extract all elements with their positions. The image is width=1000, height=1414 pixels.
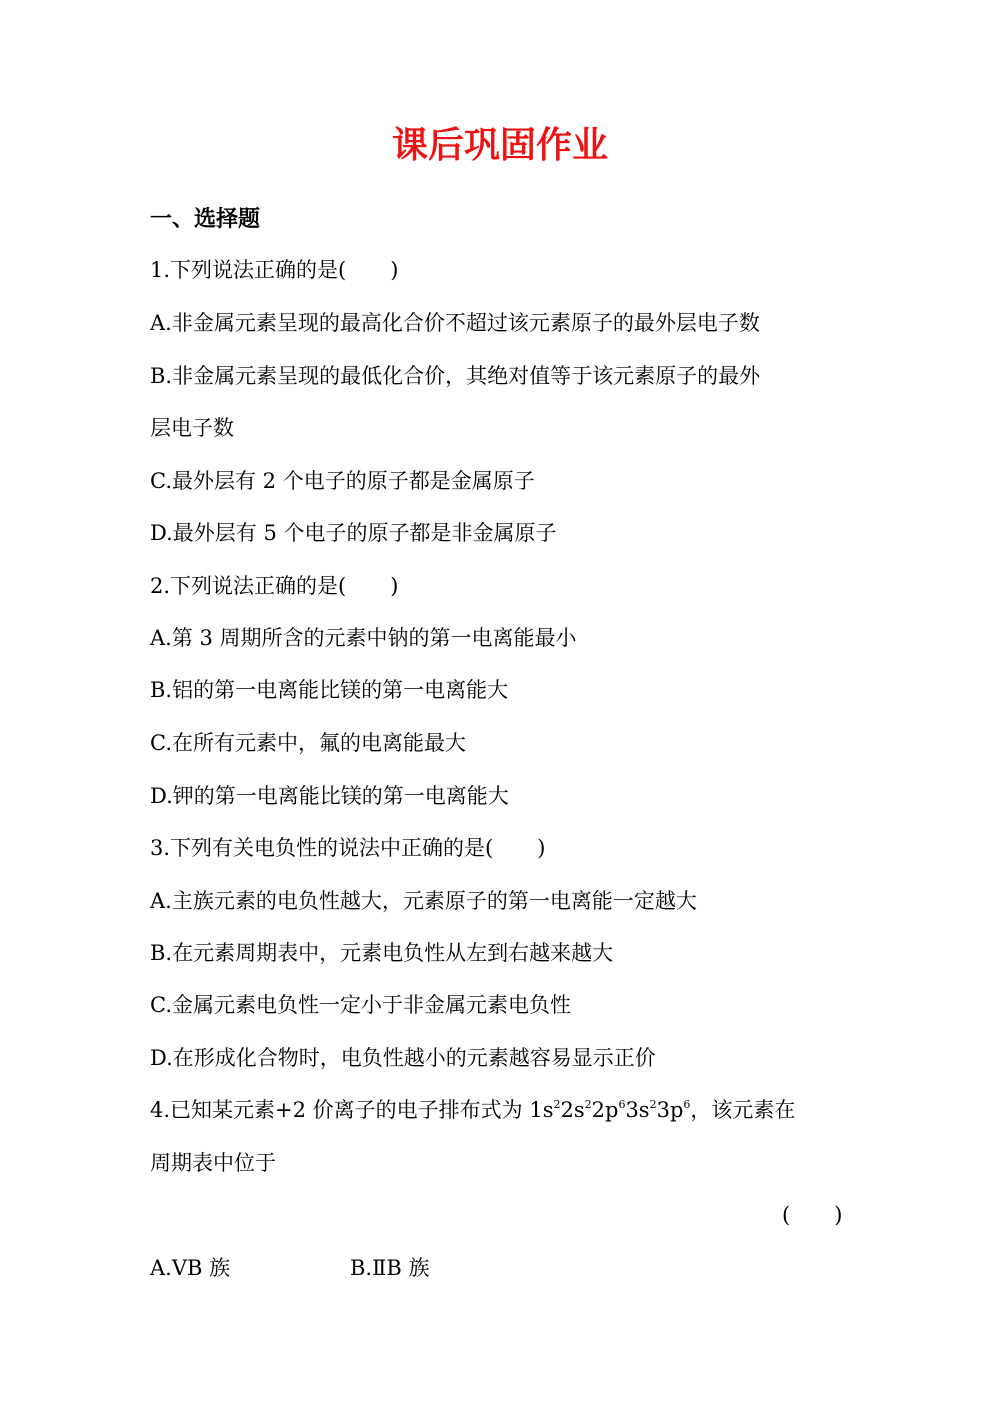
- q4-option-b: B.ⅡB 族: [350, 1256, 430, 1280]
- q2-option-c: C.在所有元素中，氟的电离能最大: [150, 731, 466, 755]
- question-4-stem-continued: 周期表中位于: [150, 1151, 276, 1175]
- section-heading: 一、选择题: [150, 207, 261, 232]
- q1-option-d: D.最外层有 5 个电子的原子都是非金属原子: [150, 521, 557, 545]
- question-3-stem: 3.下列有关电负性的说法中正确的是( ): [150, 836, 546, 860]
- q3-option-d: D.在形成化合物时，电负性越小的元素越容易显示正价: [150, 1046, 656, 1070]
- electron-configuration: $1s^22s^22p^63s^23p^6$: [529, 1098, 691, 1122]
- question-1-stem: 1.下列说法正确的是( ): [150, 258, 399, 282]
- q1-option-b-continued: 层电子数: [150, 416, 234, 440]
- q2-option-a: A.第 3 周期所含的元素中钠的第一电离能最小: [150, 626, 577, 650]
- q3-option-a: A.主族元素的电负性越大，元素原子的第一电离能一定越大: [150, 889, 697, 913]
- question-4-answer-paren: ( ): [782, 1203, 843, 1227]
- q4-options-row: [150, 1248, 850, 1288]
- question-4-stem: 4.已知某元素+2 价离子的电子排布式为 $1s^22s^22p^63s^23p^6$，该元素在: [150, 1098, 796, 1122]
- q3-option-c: C.金属元素电负性一定小于非金属元素电负性: [150, 993, 571, 1017]
- q1-option-b: B.非金属元素呈现的最低化合价，其绝对值等于该元素原子的最外: [150, 364, 761, 388]
- q2-option-b: B.铝的第一电离能比镁的第一电离能大: [150, 678, 509, 702]
- q3-option-b: B.在元素周期表中，元素电负性从左到右越来越大: [150, 941, 614, 965]
- q2-option-d: D.钾的第一电离能比镁的第一电离能大: [150, 784, 509, 808]
- page-title: 课后巩固作业: [391, 125, 608, 166]
- q1-option-a: A.非金属元素呈现的最高化合价不超过该元素原子的最外层电子数: [150, 311, 760, 335]
- q1-option-c: C.最外层有 2 个电子的原子都是金属原子: [150, 469, 535, 493]
- q4-option-a: A.ⅤB 族: [150, 1256, 231, 1280]
- question-2-stem: 2.下列说法正确的是( ): [150, 574, 399, 598]
